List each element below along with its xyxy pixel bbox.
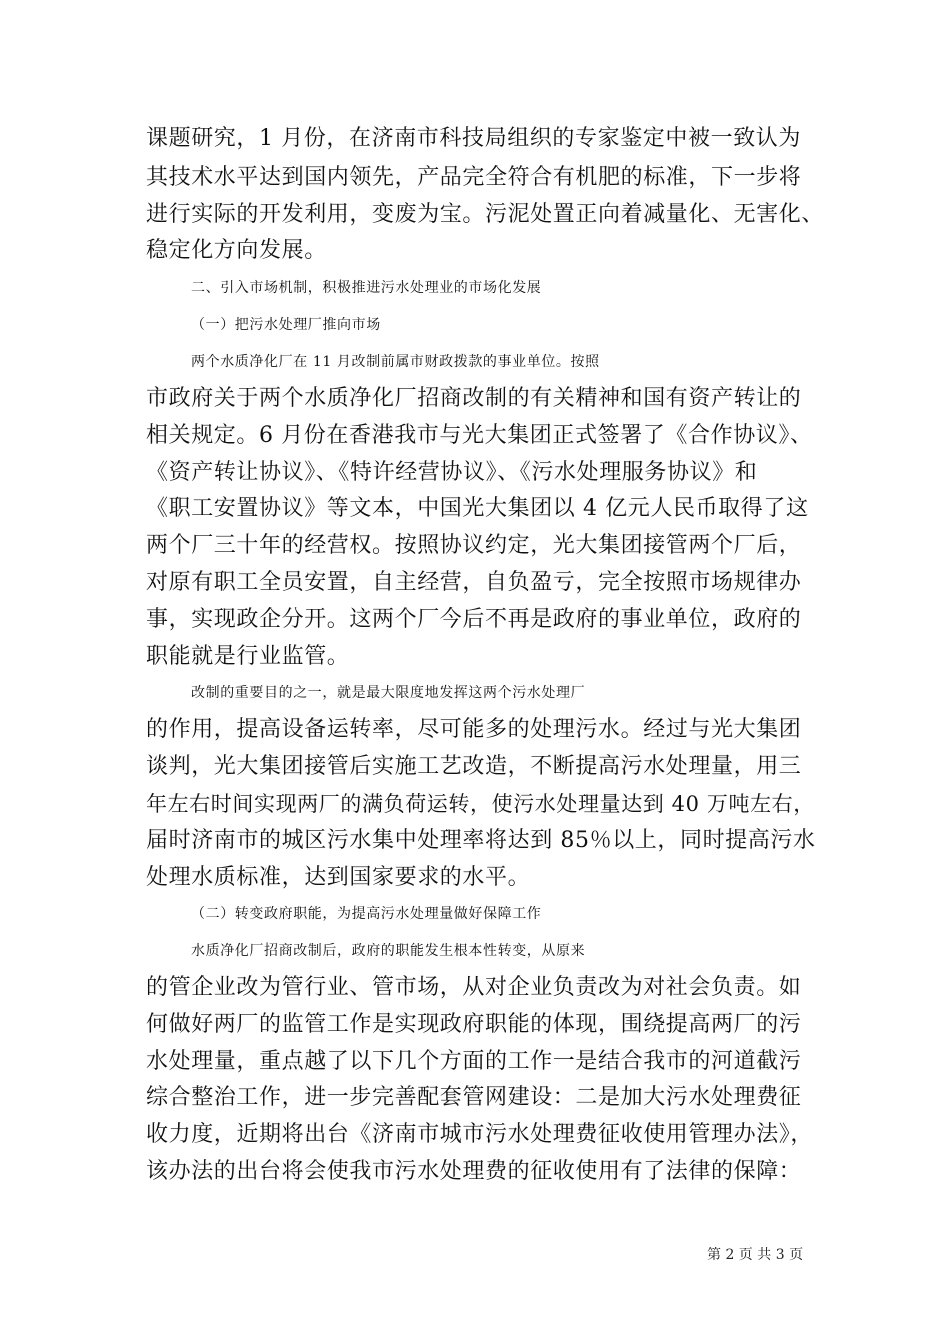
text-line: 其技术水平达到国内领先，产品完全符合有机肥的标准，下一步将 [146, 165, 802, 190]
text-line: 两个水质净化厂在 11 月改制前属市财政拨款的事业单位。按照 [191, 354, 600, 370]
subsection-heading: （二）转变政府职能，为提高污水处理量做好保障工作 [191, 906, 542, 922]
text-line: 综合整治工作，进一步完善配套管网建设：二是加大污水处理费征 [146, 1085, 802, 1110]
text-line: 收力度，近期将出台《济南市城市污水处理费征收使用管理办法》， [146, 1122, 814, 1147]
text-line: 届时济南市的城区污水集中处理率将达到 85％以上，同时提高污水 [146, 828, 816, 853]
page-number-footer: 第 2 页 共 3 页 [707, 1247, 804, 1263]
text-line: 年左右时间实现两厂的满负荷运转，使污水处理量达到 40 万吨左右， [146, 792, 815, 816]
section-heading: 二、引入市场机制，积极推进污水处理业的市场化发展 [191, 280, 542, 296]
text-line: 的管企业改为管行业、管市场，从对企业负责改为对社会负责。如 [146, 975, 802, 1000]
text-line: 课题研究，1 月份，在济南市科技局组织的专家鉴定中被一致认为 [146, 126, 801, 151]
text-line: 的作用，提高设备运转率，尽可能多的处理污水。经过与光大集团 [146, 717, 802, 742]
text-line: 事，实现政企分开。这两个厂今后不再是政府的事业单位，政府的 [146, 607, 802, 632]
text-line: 职能就是行业监管。 [146, 644, 350, 669]
text-line: 两个厂三十年的经营权。按照协议约定，光大集团接管两个厂后， [146, 533, 802, 558]
text-line: 稳定化方向发展。 [146, 238, 327, 263]
text-line: 水处理量，重点越了以下几个方面的工作一是结合我市的河道截污 [146, 1049, 802, 1074]
text-line: 市政府关于两个水质净化厂招商改制的有关精神和国有资产转让的 [146, 386, 802, 411]
text-line: 何做好两厂的监管工作是实现政府职能的体现，围绕提高两厂的污 [146, 1012, 802, 1037]
text-line: 处理水质标准，达到国家要求的水平。 [146, 865, 531, 890]
text-line: 改制的重要目的之一，就是最大限度地发挥这两个污水处理厂 [191, 685, 586, 701]
text-line: 《资产转让协议》、《特许经营协议》、《污水处理服务协议》和 [146, 460, 758, 485]
text-line: 《职工安置协议》等文本，中国光大集团以 4 亿元人民币取得了这 [146, 496, 809, 521]
text-line: 谈判，光大集团接管后实施工艺改造，不断提高污水处理量，用三 [146, 754, 802, 779]
text-line: 该办法的出台将会使我市污水处理费的征收使用有了法律的保障： [146, 1159, 802, 1184]
subsection-heading: （一）把污水处理厂推向市场 [191, 317, 381, 333]
text-line: 相关规定。6 月份在香港我市与光大集团正式签署了《合作协议》、 [146, 423, 813, 448]
text-line: 水质净化厂招商改制后，政府的职能发生根本性转变，从原来 [191, 943, 586, 959]
text-line: 进行实际的开发利用，变废为宝。污泥处置正向着减量化、无害化、 [146, 202, 825, 227]
text-line: 对原有职工全员安置，自主经营，自负盈亏，完全按照市场规律办 [146, 570, 802, 595]
